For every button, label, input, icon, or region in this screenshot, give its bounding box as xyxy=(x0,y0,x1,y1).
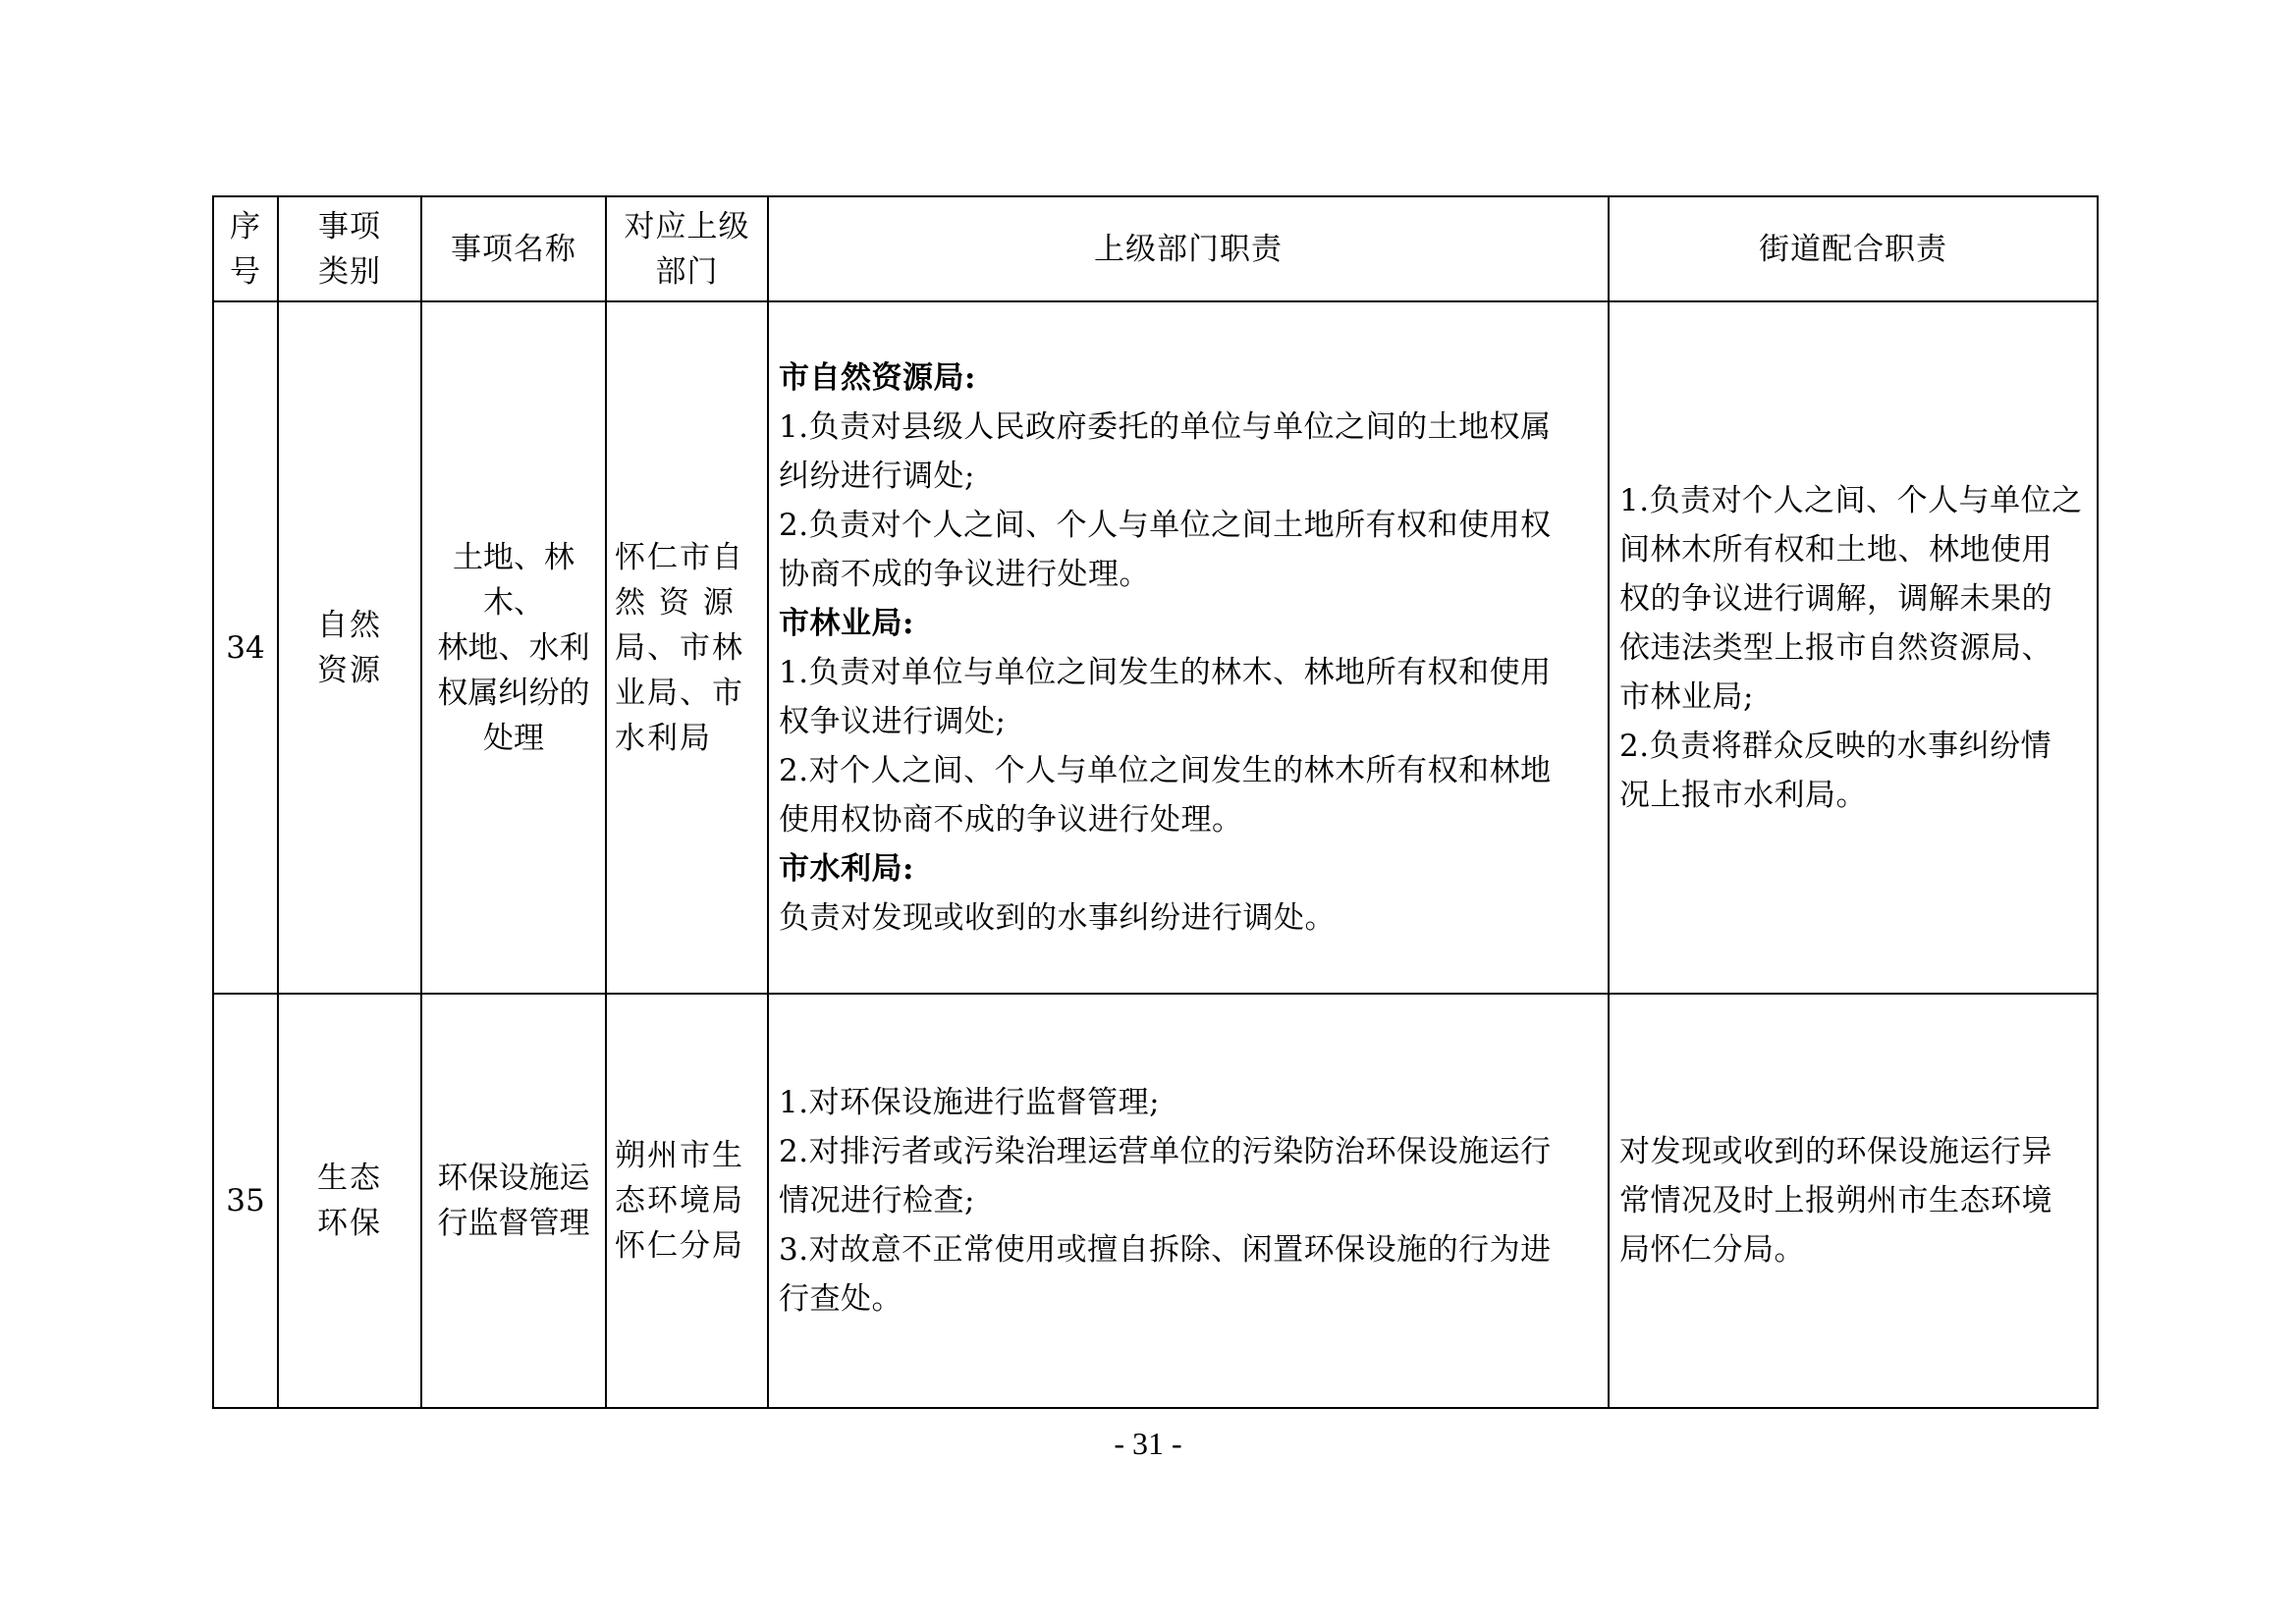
duty-line: 3.对故意不正常使用或擅自拆除、闲置环保设施的行为进 xyxy=(779,1232,1552,1268)
street-duty-line: 权的争议进行调解，调解未果的 xyxy=(1619,580,2052,617)
street-duty-line: 2.负责将群众反映的水事纠纷情 xyxy=(1619,728,2052,764)
header-seq: 序 号 xyxy=(213,196,278,301)
street-duty-line: 常情况及时上报朔州市生态环境 xyxy=(1619,1183,2052,1218)
duty-line: 协商不成的争议进行处理。 xyxy=(779,556,1150,592)
duty-line: 权争议进行调处; xyxy=(779,703,1007,739)
header-dept: 对应上级 部门 xyxy=(606,196,768,301)
duty-line: 1.对环保设施进行监督管理; xyxy=(779,1085,1161,1120)
row-upper-duty xyxy=(768,994,1609,1408)
duty-line: 使用权协商不成的争议进行处理。 xyxy=(779,801,1243,838)
header-street-duty: 街道配合职责 xyxy=(1609,196,2098,301)
street-duty-line: 况上报市水利局。 xyxy=(1619,777,1867,813)
row-upper-duty xyxy=(768,301,1609,994)
table-header-row xyxy=(213,196,2098,301)
duty-line: 纠纷进行调处; xyxy=(779,458,975,494)
duty-line: 行查处。 xyxy=(779,1281,902,1317)
page-number: - 31 - xyxy=(1114,1426,1182,1461)
street-duty-line: 间林木所有权和土地、林地使用 xyxy=(1619,531,2052,568)
row-item-name: 土地、林木、 林地、水利 权属纠纷的 处理 xyxy=(421,301,606,994)
table-row xyxy=(213,301,2098,994)
duty-line: 2.对个人之间、个人与单位之间发生的林木所有权和林地 xyxy=(779,752,1552,788)
duty-line: 1.负责对县级人民政府委托的单位与单位之间的土地权属 xyxy=(779,408,1552,445)
row-item-name: 环保设施运 行监督管理 xyxy=(421,994,606,1408)
header-name: 事项名称 xyxy=(421,196,606,301)
row-department: 怀仁市自 然 资 源 局、市林 业局、市 水利局 xyxy=(606,301,768,994)
row-seq: 35 xyxy=(213,994,278,1408)
header-category: 事项 类别 xyxy=(278,196,421,301)
duty-org-heading: 市林业局: xyxy=(779,605,914,641)
duty-org-heading: 市自然资源局: xyxy=(779,359,976,396)
duty-line: 1.负责对单位与单位之间发生的林木、林地所有权和使用 xyxy=(779,654,1552,690)
duty-table xyxy=(212,195,2099,1409)
row-department: 朔州市生 态环境局 怀仁分局 xyxy=(606,994,768,1408)
header-upper-duty: 上级部门职责 xyxy=(768,196,1609,301)
duty-line: 情况进行检查; xyxy=(779,1183,975,1218)
duty-line: 2.对排污者或污染治理运营单位的污染防治环保设施运行 xyxy=(779,1134,1552,1169)
duty-line: 负责对发现或收到的水事纠纷进行调处。 xyxy=(779,899,1336,936)
street-duty-line: 局怀仁分局。 xyxy=(1619,1232,1805,1268)
street-duty-line: 对发现或收到的环保设施运行异 xyxy=(1619,1134,2052,1169)
street-duty-line: 依违法类型上报市自然资源局、 xyxy=(1619,629,2052,666)
row-category: 自然 资源 xyxy=(278,301,421,994)
street-duty-line: 市林业局; xyxy=(1619,678,1754,715)
row-street-duty xyxy=(1609,994,2098,1408)
table-row xyxy=(213,994,2098,1408)
street-duty-line: 1.负责对个人之间、个人与单位之 xyxy=(1619,482,2083,518)
row-street-duty xyxy=(1609,301,2098,994)
duty-line: 2.负责对个人之间、个人与单位之间土地所有权和使用权 xyxy=(779,507,1552,543)
row-category: 生态 环保 xyxy=(278,994,421,1408)
row-seq: 34 xyxy=(213,301,278,994)
duty-org-heading: 市水利局: xyxy=(779,850,914,887)
